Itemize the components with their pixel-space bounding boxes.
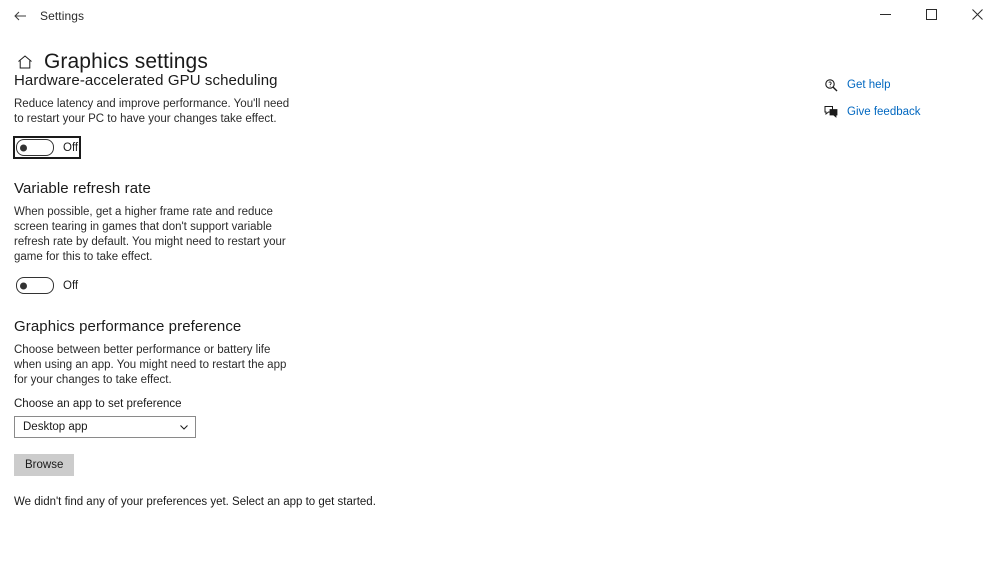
maximize-icon bbox=[926, 7, 937, 25]
app-type-dropdown-value: Desktop app bbox=[23, 421, 88, 433]
app-type-dropdown[interactable] bbox=[14, 416, 196, 438]
gpu-scheduling-toggle[interactable] bbox=[14, 137, 80, 158]
page-title: Graphics settings bbox=[44, 50, 208, 73]
performance-preference-title: Graphics performance preference bbox=[14, 318, 242, 335]
toggle-switch-track[interactable] bbox=[16, 139, 54, 156]
app-preference-field-label: Choose an app to set preference bbox=[14, 398, 182, 410]
toggle-switch-knob bbox=[20, 144, 27, 151]
home-icon[interactable] bbox=[14, 51, 36, 73]
related-links-column bbox=[822, 76, 992, 130]
get-help-label: Get help bbox=[847, 79, 891, 91]
arrow-left-icon bbox=[13, 9, 27, 23]
give-feedback-link[interactable] bbox=[822, 103, 992, 121]
section-variable-refresh-rate bbox=[14, 180, 654, 296]
window-titlebar bbox=[0, 0, 1000, 32]
empty-state-note: We didn't find any of your preferences yet. Select an app to get started. bbox=[14, 496, 376, 508]
toggle-switch-knob bbox=[20, 282, 27, 289]
minimize-button[interactable] bbox=[862, 0, 908, 32]
section-graphics-performance-preference bbox=[14, 318, 654, 508]
toggle-switch-track[interactable] bbox=[16, 277, 54, 294]
variable-refresh-toggle-label: Off bbox=[63, 279, 79, 292]
give-feedback-label: Give feedback bbox=[847, 106, 921, 118]
get-help-link[interactable] bbox=[822, 76, 992, 94]
variable-refresh-toggle[interactable] bbox=[14, 275, 80, 296]
back-button[interactable] bbox=[0, 0, 40, 32]
variable-refresh-description: When possible, get a higher frame rate and reduce screen tearing in games that don't support variable refresh rate by default. You might need to restart your game for this to take effect. bbox=[14, 206, 286, 263]
browse-button[interactable]: Browse bbox=[14, 454, 74, 476]
help-question-icon bbox=[822, 76, 840, 94]
gpu-scheduling-toggle-label: Off bbox=[63, 141, 79, 154]
minimize-icon bbox=[880, 7, 891, 25]
close-button[interactable] bbox=[954, 0, 1000, 32]
gpu-scheduling-title: Hardware-accelerated GPU scheduling bbox=[14, 72, 278, 89]
section-gpu-scheduling bbox=[14, 72, 654, 158]
window-title: Settings bbox=[40, 9, 85, 23]
performance-preference-description: Choose between better performance or battery life when using an app. You might need to restart the app for your changes to take effect. bbox=[14, 344, 287, 386]
close-icon bbox=[972, 7, 983, 25]
maximize-button[interactable] bbox=[908, 0, 954, 32]
settings-main-column bbox=[14, 72, 654, 530]
gpu-scheduling-description: Reduce latency and improve performance. You'll need to restart your PC to have your changes take effect. bbox=[14, 98, 290, 125]
variable-refresh-title: Variable refresh rate bbox=[14, 180, 151, 197]
chevron-down-icon bbox=[179, 422, 189, 432]
feedback-icon bbox=[822, 103, 840, 121]
